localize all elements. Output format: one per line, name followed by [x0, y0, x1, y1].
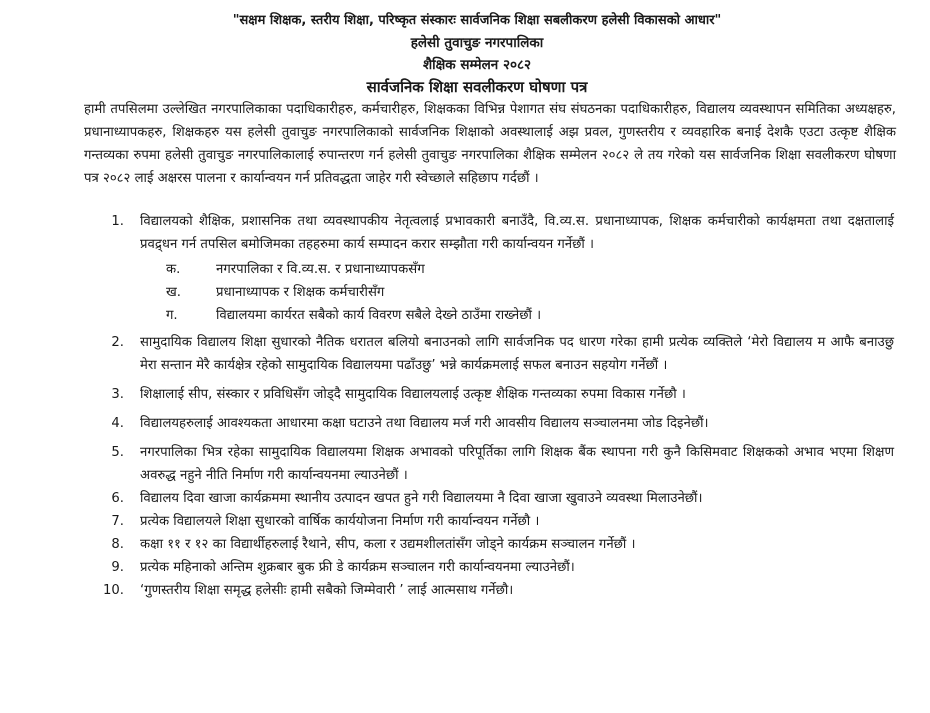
item-number: 9. — [111, 560, 124, 575]
item-text: शिक्षालाई सीप, संस्कार र प्रविधिसँग जोड्दै सामुदायिक विद्यालयलाई उत्कृष्ट शैक्षिक गन्तव्यका रुपमा विकास गर्नेछौ । — [140, 387, 686, 402]
list-item — [84, 510, 900, 533]
item-text: कक्षा ११ र १२ का विद्यार्थीहरुलाई रैथाने, सीप, कला र उद्यमशीलतांसँग जोड्ने कार्यक्रम सञ्चालन गर्नेछौं । — [140, 537, 636, 552]
intro-paragraph: हामी तपसिलमा उल्लेखित नगरपालिकाका पदाधिकारीहरु, कर्मचारीहरु, शिक्षकका विभिन्न पेशागत संघ संघठनका पदाधिकारीहरु, विद्यालय व्यवस्थापन समितिका अध्यक्षहरु, प्रधानाध्यापकहरु, शिक्षकहरु यस हलेसी तुवाचुङ नगरपालिकाको सार्वजनिक शिक्षाको अवस्थालाई अझ प्रवल, गुणस्तरीय र व्यवहारिक बनाई देशकै एउटा उत्कृष्ट शैक्षिक गन्तव्यका रुपमा हलेसी तुवाचुङ नगरपालिकालाई रुपान्तरण गर्न हलेसी तुवाचुङ नगरपालिका शैक्षिक सम्मेलन २०८२ ले तय गरेको यस सार्वजनिक शिक्षा सवलीकरण घोषणा पत्र २०८२ लाई अक्षरस पालना र कार्यान्वयन गर्न प्रतिवद्धता जाहेर गरी स्वेच्छाले सहिछाप गर्दछौं । — [84, 102, 896, 186]
sub-item-text: प्रधानाध्यापक र शिक्षक कर्मचारीसँग — [216, 285, 385, 300]
item-text: प्रत्येक विद्यालयले शिक्षा सुधारको वार्षिक कार्ययोजना निर्माण गरी कार्यान्वयन गर्नेछौ । — [140, 514, 540, 529]
municipality-name: हलेसी तुवाचुङ नगरपालिका — [410, 35, 544, 51]
item-text: विद्यालयको शैक्षिक, प्रशासनिक तथा व्यवस्थापकीय नेतृत्वलाई प्रभावकारी बनाउँदै, वि.व्य.स. प्रधानाध्यापक, शिक्षक कर्मचारीको कार्यक्षमता तथा दक्षतालाई प्रवद्र्धन गर्न तपसिल बमोजिमका तहहरुमा कार्य सम्पादन करार सम्झौता गरी कार्यान्वयन गर्नेछौं । — [140, 214, 894, 252]
item-text: ‘गुणस्तरीय शिक्षा समृद्ध हलेसीः हामी सबैको जिम्मेवारी ’ लाई आत्मसाथ गर्नेछौ। — [140, 583, 514, 598]
list-item — [84, 210, 900, 327]
item-number: 5. — [111, 445, 124, 460]
list-item — [84, 383, 900, 406]
list-item — [84, 579, 900, 602]
item-text: विद्यालय दिवा खाजा कार्यक्रममा स्थानीय उत्पादन खपत हुने गरी विद्यालयमा नै दिवा खाजा खुवाउने व्यवस्था मिलाउनेछौं। — [140, 491, 703, 506]
item-number: 3. — [111, 387, 124, 402]
sub-item-number: ग. — [166, 308, 178, 323]
list-item — [84, 412, 900, 435]
item-number: 8. — [111, 537, 124, 552]
list-item — [84, 487, 900, 510]
sub-item-number: ख. — [166, 285, 181, 300]
sub-item-text: विद्यालयमा कार्यरत सबैको कार्य विवरण सबैले देख्ने ठाउँमा राख्नेछौं । — [216, 308, 542, 323]
sub-list-item — [166, 281, 894, 304]
sub-list-item — [166, 258, 894, 281]
item-text: प्रत्येक महिनाको अन्तिम शुक्रबार बुक फ्री डे कार्यक्रम सञ्चालन गरी कार्यान्वयनमा ल्याउनेछौं। — [140, 560, 575, 575]
item-number: 7. — [111, 514, 124, 529]
list-item — [84, 441, 900, 487]
page-title: सार्वजनिक शिक्षा सवलीकरण घोषणा पत्र — [366, 78, 588, 96]
item-number: 6. — [111, 491, 124, 506]
item-number: 10. — [103, 583, 124, 598]
item-text: नगरपालिका भित्र रहेका सामुदायिक विद्यालयमा शिक्षक अभावको परिपूर्तिका लागि शिक्षक बैंक स्थापना गरी कुनै किसिमवाट शिक्षकको अभाव भएमा शिक्षण अवरुद्ध नहुने नीति निर्माण गरी कार्यान्वयनमा ल्याउनेछौं । — [140, 445, 894, 483]
motto: "सक्षम शिक्षक, स्तरीय शिक्षा, परिष्कृत संस्कारः सार्वजनिक शिक्षा सबलीकरण हलेसी विकासको आधार" — [232, 13, 722, 28]
item-text: सामुदायिक विद्यालय शिक्षा सुधारको नैतिक धरातल बलियो बनाउनको लागि सार्वजनिक पद धारण गरेका हामी प्रत्येक व्यक्तिले ‘मेरो विद्यालय म आफै बनाउछु मेरा सन्तान मेरै कार्यक्षेत्र रहेको सामुदायिक विद्यालयमा पढाँउछु’ भन्ने कार्यक्रमलाई सफल बनाउन सहयोग गर्नेछौं । — [140, 335, 894, 373]
list-item — [84, 533, 900, 556]
list-item — [84, 556, 900, 579]
item-number: 2. — [111, 335, 124, 350]
item-text: विद्यालयहरुलाई आवश्यकता आधारमा कक्षा घटाउने तथा विद्यालय मर्ज गरी आवसीय विद्यालय सञ्चालनमा जोड दिइनेछौं। — [140, 416, 709, 431]
list-item — [84, 331, 900, 377]
sub-list — [140, 258, 894, 327]
sub-item-text: नगरपालिका र वि.व्य.स. र प्रधानाध्यापकसँग — [216, 262, 425, 277]
sub-item-number: क. — [166, 262, 181, 277]
resolution-list — [84, 210, 900, 602]
item-number: 1. — [111, 214, 124, 229]
document-header — [54, 10, 900, 98]
conference-name: शैक्षिक सम्मेलन २०८२ — [422, 57, 532, 73]
sub-list-item — [166, 304, 894, 327]
item-number: 4. — [111, 416, 124, 431]
